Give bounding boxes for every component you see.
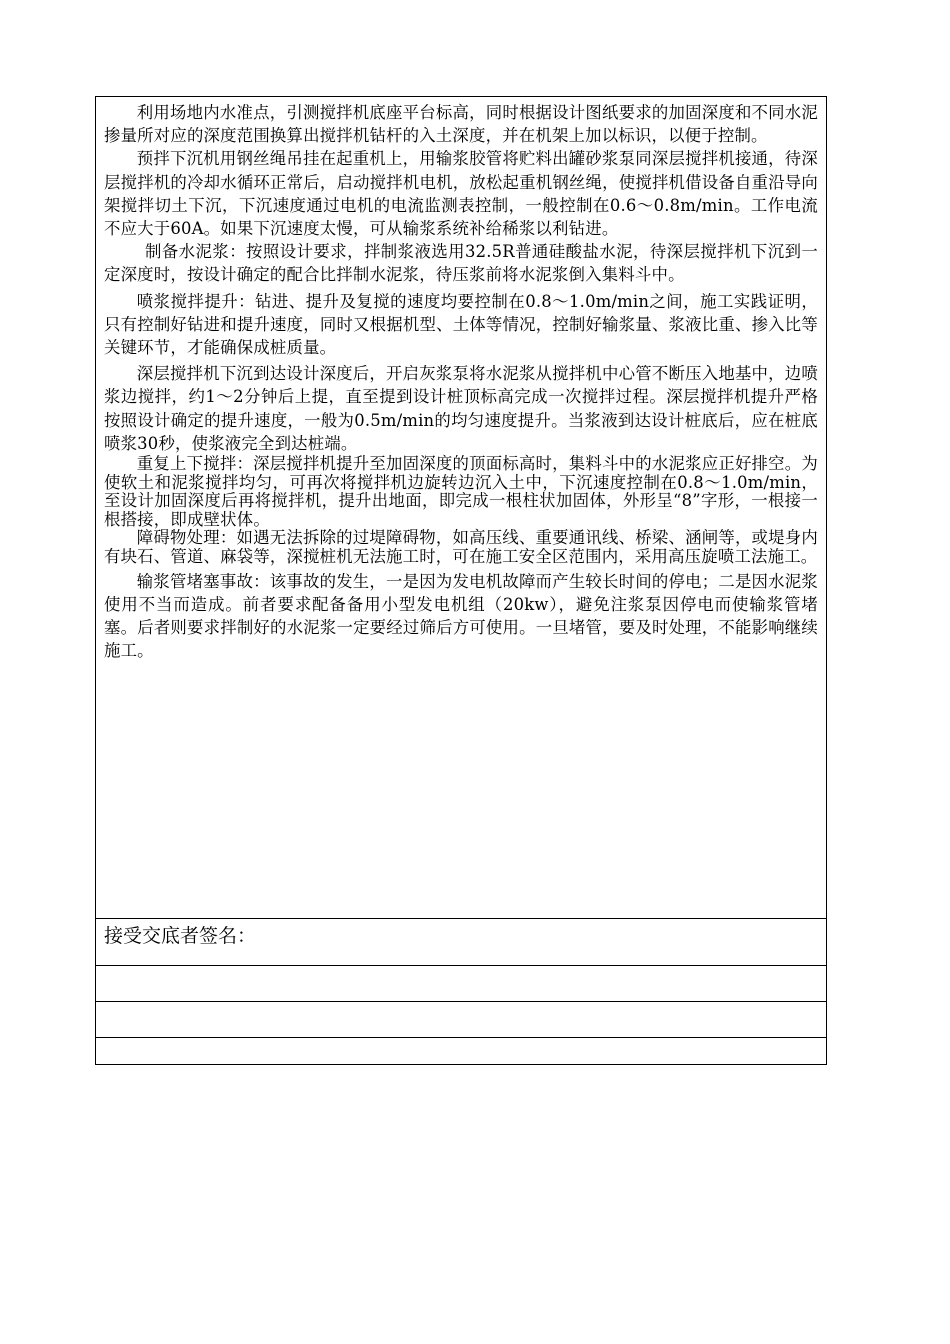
signature-row[interactable]: [96, 1002, 826, 1038]
paragraph-cement-slurry-prep: 制备水泥浆：按照设计要求，拌制浆液选用32.5R普通硅酸盐水泥，待深层搅拌机下沉到一定深度时，按设计确定的配合比拌制水泥浆，待压浆前将水泥浆倒入集料斗中。: [104, 242, 818, 285]
paragraph-pipe-blockage: 输浆管堵塞事故：该事故的发生，一是因为发电机故障而产生较长时间的停电；二是因水泥浆使用不当而造成。前者要求配备备用小型发电机组（20kw），避免注浆泵因停电而使输浆管堵塞。后者则要求拌制好的水泥浆一定要经过筛后方可使用。一旦堵管，要及时处理，不能影响继续施工。: [104, 571, 818, 661]
paragraph-spray-mix-lift: 喷浆搅拌提升：钻进、提升及复搅的速度均要控制在0.8～1.0m/min之间，施工实践证明，只有控制好钻进和提升速度，同时又根据机型、土体等情况，控制好输浆量、浆液比重、掺入比等关键环节，才能确保成桩质量。: [104, 291, 818, 358]
content-cell: [96, 97, 826, 919]
paragraph-leveling: 利用场地内水准点，引测搅拌机底座平台标高，同时根据设计图纸要求的加固深度和不同水泥掺量所对应的深度范围换算出搅拌机钻杆的入土深度，并在机架上加以标识，以便于控制。: [104, 103, 818, 146]
signature-row[interactable]: [96, 1038, 826, 1064]
signature-row[interactable]: [96, 966, 826, 1002]
paragraph-repeat-mixing: 重复上下搅拌：深层搅拌机提升至加固深度的顶面标高时，集料斗中的水泥浆应正好排空。为使软土和泥浆搅拌均匀，可再次将搅拌机边旋转边沉入土中，下沉速度控制在0.8～1.0m/min，至设计加固深度后再将搅拌机，提升出地面，即完成一根柱状加固体，外形呈“8”字形，一根接一根搭接，即成壁状体。: [104, 454, 818, 529]
paragraph-pre-mix-sinking: 预拌下沉机用钢丝绳吊挂在起重机上，用输浆胶管将贮料出罐砂浆泵同深层搅拌机接通，待深层搅拌机的冷却水循环正常后，启动搅拌机电机，放松起重机钢丝绳，使搅拌机借设备自重沿导向架搅拌切土下沉，下沉速度通过电机的电流监测表控制，一般控制在0.6～0.8m/min。工作电流不应大于60A。如果下沉速度太慢，可从输浆系统补给稀浆以利钻进。: [104, 149, 818, 239]
disclosure-table: [95, 96, 827, 1065]
paragraph-deep-mixer-spraying: 深层搅拌机下沉到达设计深度后，开启灰浆泵将水泥浆从搅拌机中心管不断压入地基中，边喷浆边搅拌，约1～2分钟后上提，直至提到设计桩顶标高完成一次搅拌过程。深层搅拌机提升严格按照设计确定的提升速度，一般为0.5m/min的均匀速度提升。当浆液到达设计桩底后，应在桩底喷浆30秒，使浆液完全到达桩端。: [104, 364, 818, 453]
paragraph-obstacle-handling: 障碍物处理：如遇无法拆除的过堤障碍物，如高压线、重要通讯线、桥梁、涵闸等，或堤身内有块石、管道、麻袋等，深搅桩机无法施工时，可在施工安全区范围内，采用高压旋喷工法施工。: [104, 528, 818, 567]
signature-label: 接受交底者签名：: [96, 919, 826, 966]
